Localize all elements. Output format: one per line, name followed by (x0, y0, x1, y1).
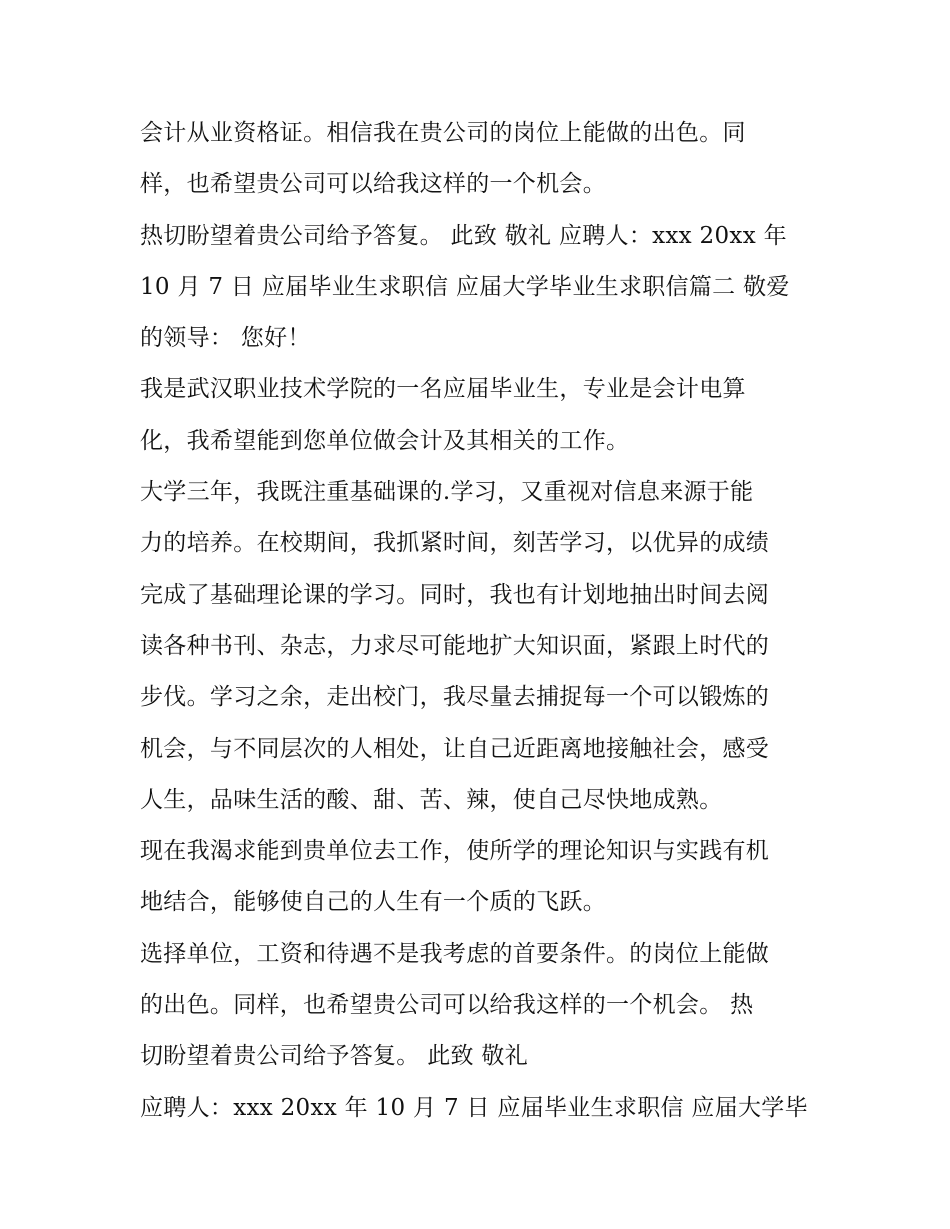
text-line: 应聘人：xxx 20xx 年 10 月 7 日 应届毕业生求职信 应届大学毕 (140, 1094, 808, 1121)
text-line: 完成了基础理论课的学习。同时，我也有计划地抽出时间去阅 (140, 581, 770, 608)
text-line: 大学三年，我既注重基础课的.学习，又重视对信息来源于能 (140, 479, 754, 506)
text-line: 的出色。同样，也希望贵公司可以给我这样的一个机会。 热 (140, 992, 754, 1019)
text-line: 热切盼望着贵公司给予答复。 此致 敬礼 应聘人：xxx 20xx 年 (140, 222, 787, 249)
text-line: 机会，与不同层次的人相处，让自己近距离地接触社会，感受 (140, 735, 770, 762)
text-line: 切盼望着贵公司给予答复。 此致 敬礼 (140, 1043, 529, 1070)
text-line: 样，也希望贵公司可以给我这样的一个机会。 (140, 171, 606, 198)
text-line: 现在我渴求能到贵单位去工作，使所学的理论知识与实践有机 (140, 838, 770, 865)
text-line: 化，我希望能到您单位做会计及其相关的工作。 (140, 427, 630, 454)
text-line: 的领导： 您好！ (140, 325, 311, 352)
text-line: 地结合，能够使自己的人生有一个质的飞跃。 (140, 889, 606, 916)
text-line: 读各种书刊、杂志，力求尽可能地扩大知识面，紧跟上时代的 (140, 632, 770, 659)
text-line: 选择单位，工资和待遇不是我考虑的首要条件。的岗位上能做 (140, 940, 770, 967)
text-line: 步伐。学习之余，走出校门，我尽量去捕捉每一个可以锻炼的 (140, 684, 770, 711)
text-line: 10 月 7 日 应届毕业生求职信 应届大学毕业生求职信篇二 敬爱 (140, 273, 790, 300)
text-line: 会计从业资格证。相信我在贵公司的岗位上能做的出色。同 (140, 120, 746, 146)
text-line: 我是武汉职业技术学院的一名应届毕业生，专业是会计电算 (140, 376, 746, 403)
text-line: 力的培养。在校期间，我抓紧时间，刻苦学习，以优异的成绩 (140, 530, 770, 557)
text-line: 人生，品味生活的酸、甜、苦、辣，使自己尽快地成熟。 (140, 786, 723, 813)
document-body (140, 108, 820, 1134)
